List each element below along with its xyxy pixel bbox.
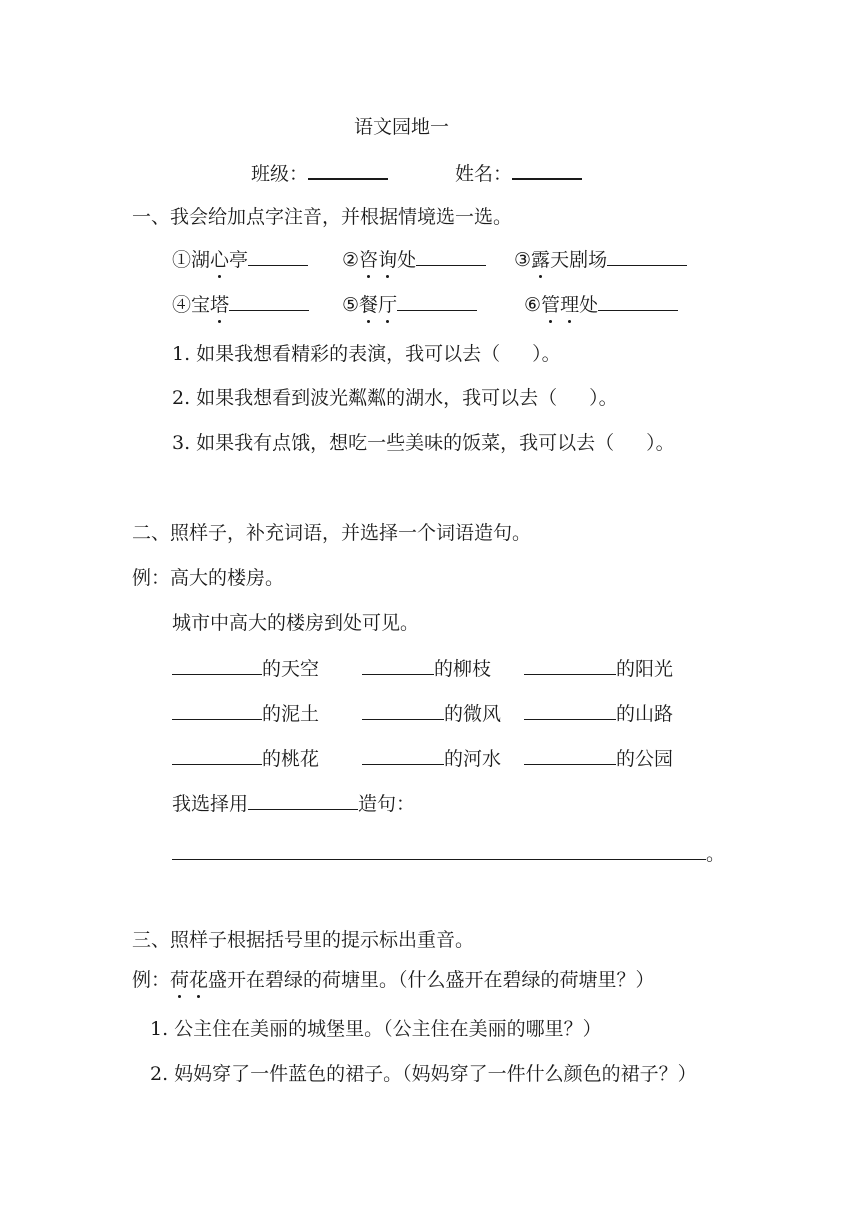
pinyin-blank[interactable] (229, 292, 309, 311)
class-field (251, 160, 388, 186)
dotted-char: 花 (189, 969, 209, 991)
question-2: 2. 如果我想看到波光粼粼的湖水，我可以去（ ）。 (172, 387, 618, 409)
section2-example-sentence: 城市中高大的楼房到处可见。 (172, 612, 420, 634)
pinyin-blank[interactable] (248, 247, 308, 266)
dotted-char: 露 (531, 249, 551, 271)
item-5: ⑤餐厅 (342, 292, 477, 317)
dotted-char: 心 (210, 249, 230, 271)
item-4: ④宝塔 (172, 292, 309, 317)
class-blank[interactable] (308, 160, 388, 180)
dotted-char: 询 (378, 249, 398, 271)
choose-blank[interactable] (248, 791, 358, 810)
dotted-char: 荷 (170, 969, 190, 991)
phrase-item: 的阳光 (524, 656, 673, 681)
section2-example: 例：高大的楼房。 (132, 567, 285, 589)
name-blank[interactable] (512, 160, 582, 180)
pinyin-blank[interactable] (598, 292, 678, 311)
question-1: 1. 如果我想看精彩的表演，我可以去（ ）。 (172, 343, 561, 365)
phrase-blank[interactable] (172, 746, 262, 765)
section1-heading: 一、我会给加点字注音，并根据情境选一选。 (132, 206, 513, 228)
pinyin-blank[interactable] (416, 247, 486, 266)
phrase-blank[interactable] (172, 701, 262, 720)
phrase-item: 的泥土 (172, 701, 319, 726)
phrase-item: 的天空 (172, 656, 319, 681)
phrase-item: 的桃花 (172, 746, 319, 771)
phrase-blank[interactable] (524, 701, 616, 720)
item-1: ①湖心亭 (172, 247, 308, 272)
phrase-blank[interactable] (362, 701, 444, 720)
phrase-blank[interactable] (524, 656, 616, 675)
dotted-char: 塔 (210, 294, 230, 316)
phrase-item: 的公园 (524, 746, 673, 771)
sentence-line: 。 (172, 841, 725, 866)
section3-item-2: 2. 妈妈穿了一件蓝色的裙子。（妈妈穿了一件什么颜色的裙子？） (150, 1063, 697, 1085)
page-title: 语文园地一 (354, 116, 450, 138)
name-label: 姓名： (455, 163, 513, 185)
question-3: 3. 如果我有点饿，想吃一些美味的饭菜，我可以去（ ）。 (172, 432, 675, 454)
item-6: ⑥管理处 (524, 292, 678, 317)
section3-item-1: 1. 公主住在美丽的城堡里。（公主住在美丽的哪里？） (150, 1018, 602, 1040)
dotted-char: 理 (560, 294, 580, 316)
dotted-char: 厅 (378, 294, 398, 316)
section3-heading: 三、照样子根据括号里的提示标出重音。 (132, 929, 475, 951)
dotted-char: 餐 (359, 294, 379, 316)
class-label: 班级： (251, 163, 309, 185)
phrase-item: 的微风 (362, 701, 501, 726)
sentence-blank[interactable] (172, 841, 706, 860)
choose-line: 我选择用 造句： (172, 793, 416, 815)
section2-heading: 二、照样子，补充词语，并选择一个词语造句。 (132, 522, 532, 544)
phrase-blank[interactable] (172, 656, 262, 675)
phrase-item: 的河水 (362, 746, 501, 771)
phrase-blank[interactable] (362, 656, 434, 675)
pinyin-blank[interactable] (607, 247, 687, 266)
pinyin-blank[interactable] (397, 292, 477, 311)
dotted-char: 咨 (359, 249, 379, 271)
phrase-item: 的柳枝 (362, 656, 491, 681)
phrase-blank[interactable] (524, 746, 616, 765)
phrase-blank[interactable] (362, 746, 444, 765)
phrase-item: 的山路 (524, 701, 673, 726)
name-field (455, 160, 582, 186)
item-3: ③露天剧场 (514, 247, 687, 272)
item-2: ②咨询处 (342, 247, 486, 272)
dotted-char: 管 (541, 294, 561, 316)
section3-example: 例：荷花盛开在碧绿的荷塘里。（什么盛开在碧绿的荷塘里？） (132, 969, 655, 991)
